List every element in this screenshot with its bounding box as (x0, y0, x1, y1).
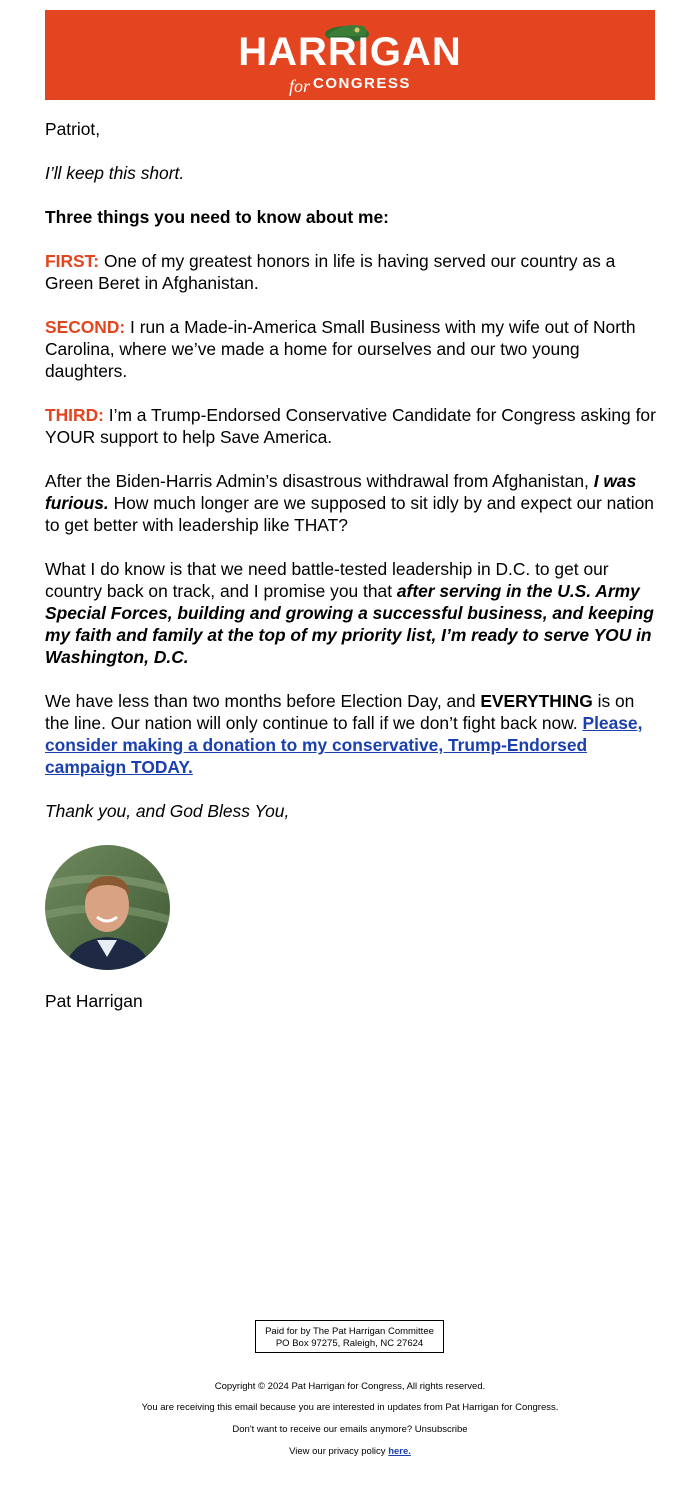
privacy-line: View our privacy policy here. (289, 1446, 411, 1457)
unsubscribe-line[interactable]: Don't want to receive our emails anymore? Unsubscribe (232, 1424, 468, 1435)
heading: Three things you need to know about me: (45, 207, 389, 227)
paid-for-box (255, 1320, 444, 1353)
point-third: THIRD: I’m a Trump-Endorsed Conservative Candidate for Congress asking for YOUR support to help Save America. (45, 405, 656, 447)
point-first: FIRST: One of my greatest honors in life is having served our country as a Green Beret in Afghanistan. (45, 251, 616, 293)
paragraph-afghanistan: After the Biden-Harris Admin’s disastrous withdrawal from Afghanistan, I was furious. How much longer are we supposed to sit idly by and expect our nation to get better with leadership like THAT? (45, 471, 654, 535)
logo-name: HARRIGAN (238, 30, 462, 74)
third-label: THIRD: (45, 405, 104, 425)
first-label: FIRST: (45, 251, 100, 271)
second-label: SECOND: (45, 317, 126, 337)
point-second: SECOND: I run a Made-in-America Small Business with my wife out of North Carolina, where we’ve made a home for ourselves and our two young daughters. (45, 317, 636, 381)
campaign-logo (45, 10, 655, 100)
signature: Pat Harrigan (45, 991, 143, 1011)
copyright: Copyright © 2024 Pat Harrigan for Congress, All rights reserved. (214, 1381, 486, 1392)
privacy-link[interactable]: here. (388, 1446, 411, 1457)
header (45, 10, 655, 100)
email-body (45, 118, 660, 844)
avatar (45, 845, 170, 970)
paragraph-leadership: What I do know is that we need battle-tested leadership in D.C. to get our country back on track, and I promise you that after serving in the U.S. Army Special Forces, building and growing a successful business, and keeping my faith and family at the top of my priority list, I’m ready to serve YOU in Washington, D.C. (45, 559, 654, 667)
logo-congress: CONGRESS (313, 75, 411, 92)
greeting: Patriot, (45, 119, 101, 139)
candidate-photo (45, 845, 170, 970)
logo-for: for (289, 76, 311, 96)
paid-line-1: Paid for by The Pat Harrigan Committee (265, 1326, 434, 1337)
paragraph-election: We have less than two months before Election Day, and EVERYTHING is on the line. Our nation will only continue to fall if we don’t fight back now. Please, consider making a donation to my conservative, Trump-Endorsed campaign TODAY. (45, 691, 643, 777)
header-banner (45, 10, 655, 100)
closing: Thank you, and God Bless You, (45, 801, 290, 821)
receiving-notice: You are receiving this email because you are interested in updates from Pat Harrigan for Congress. (141, 1402, 559, 1413)
intro: I’ll keep this short. (45, 163, 185, 183)
paid-line-2: PO Box 97275, Raleigh, NC 27624 (275, 1338, 424, 1349)
donate-link[interactable]: Please, consider making a donation to my conservative, Trump-Endorsed campaign TODAY. (45, 713, 643, 777)
